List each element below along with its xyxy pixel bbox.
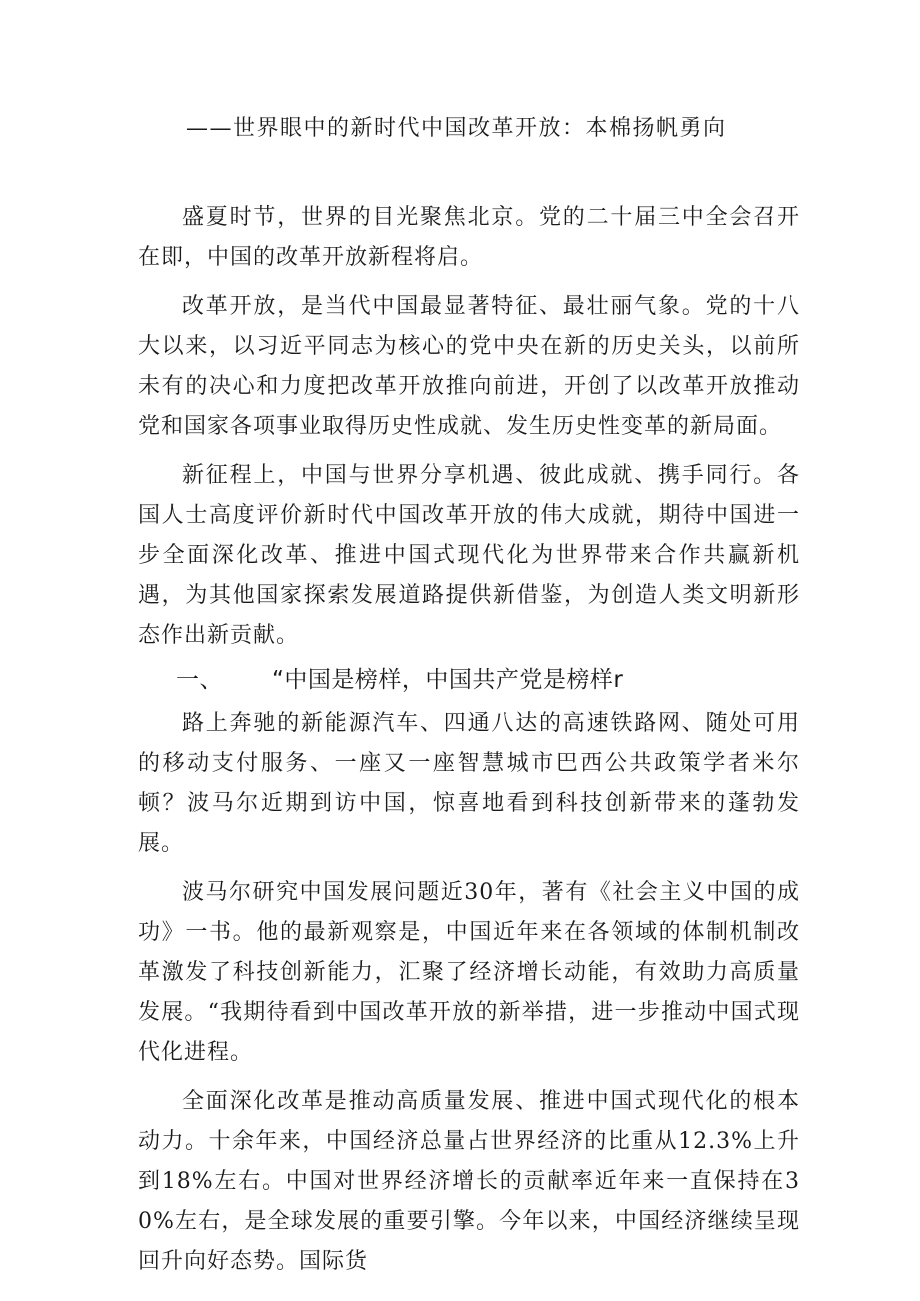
document-body (138, 198, 800, 1282)
paragraph: 新征程上，中国与世界分享机遇、彼此成就、携手同行。各国人士高度评价新时代中国改革开放的伟大成就，期待中国进一步全面深化改革、推进中国式现代化为世界带来合作共赢新机遇，为其他国家探索发展道路提供新借鉴，为创造人类文明新形态作出新贡献。 (138, 463, 800, 648)
paragraph: 路上奔驰的新能源汽车、四通八达的高速铁路网、随处可用的移动支付服务、一座又一座智慧城市巴西公共政策学者米尔顿？波马尔近期到访中国，惊喜地看到科技创新带来的蓬勃发展。 (138, 711, 800, 856)
section-heading-number: 一、 (176, 667, 223, 693)
document-subtitle: ——世界眼中的新时代中国改革开放：本棉扬帆勇向 (186, 116, 727, 141)
section-heading (138, 660, 800, 700)
paragraph: 波马尔研究中国发展问题近30年，著有《社会主义中国的成功》一书。他的最新观察是，中国近年来在各领域的体制机制改革激发了科技创新能力，汇聚了经济增长动能，有效助力高质量发展。“我期待看到中国改革开放的新举措，进一步推动中国式现代化进程。 (138, 880, 800, 1065)
paragraph: 盛夏时节，世界的目光聚焦北京。党的二十届三中全会召开在即，中国的改革开放新程将启。 (138, 205, 800, 270)
section-heading-text: “中国是榜样，中国共产党是榜样r (272, 667, 624, 693)
paragraph: 改革开放，是当代中国最显著特征、最壮丽气象。党的十八大以来，以习近平同志为核心的党中央在新的历史关头，以前所未有的决心和力度把改革开放推向前进，开创了以改革开放推动党和国家各项事业取得历史性成就、发生历史性变革的新局面。 (138, 294, 800, 439)
paragraph: 全面深化改革是推动高质量发展、推进中国式现代化的根本动力。十余年来，中国经济总量占世界经济的比重从12.3%上升到18%左右。中国对世界经济增长的贡献率近年来一直保持在30%左右，是全球发展的重要引擎。今年以来，中国经济继续呈现回升向好态势。国际货 (138, 1089, 800, 1274)
